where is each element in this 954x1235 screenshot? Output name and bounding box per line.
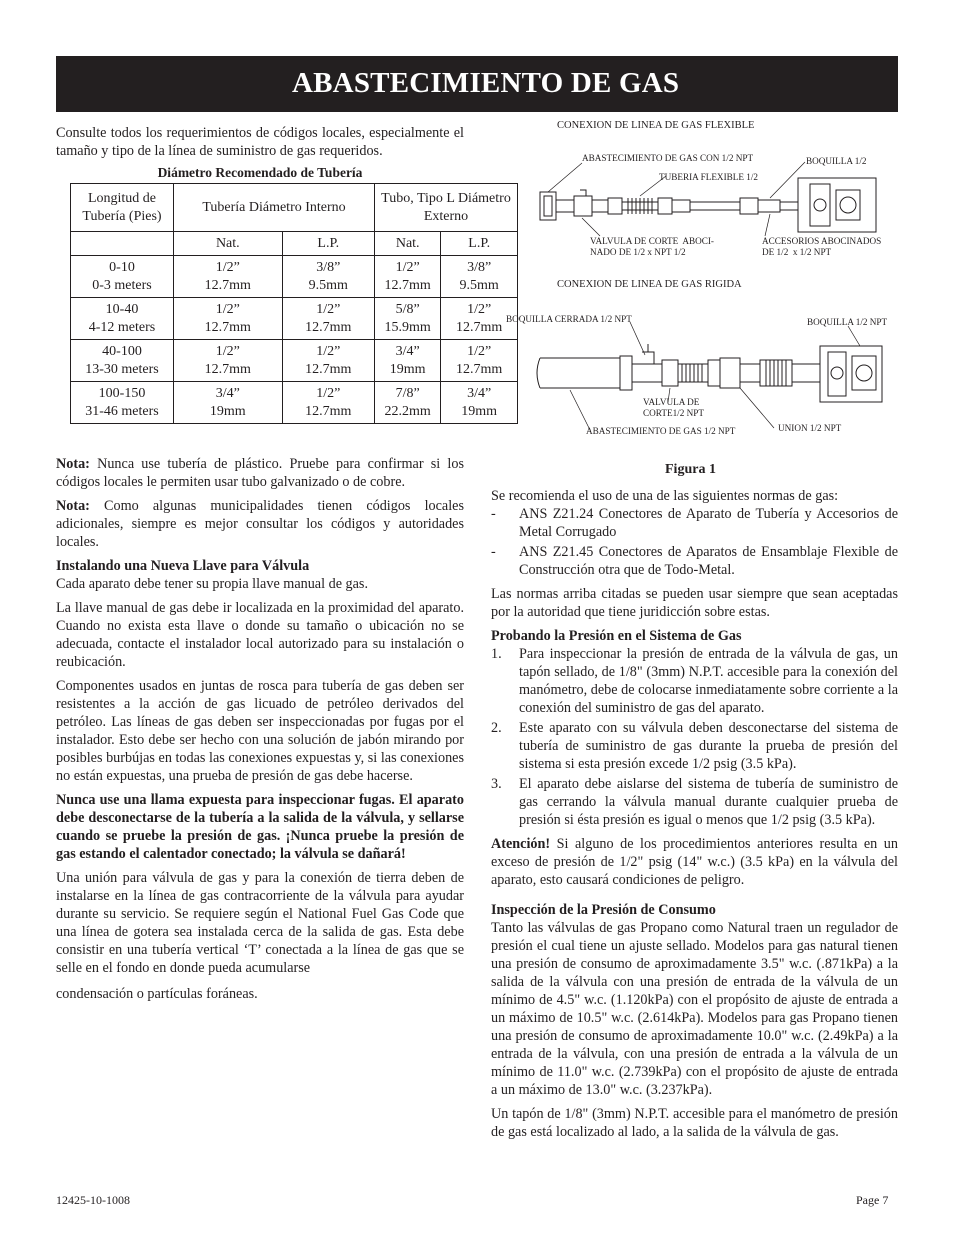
diameter-cell: 1/2” 12.7mm: [174, 298, 283, 340]
rigid-boquilla-label: BOQUILLA 1/2 NPT: [807, 317, 888, 327]
warning-text: Nunca use una llama expuesta para inspeccionar fugas. El aparato debe desconectarse de la tubería a la salida de la válvula, y sellarse cuando se pruebe la presión de gas. ¡Nunca pruebe la presión de gas estando el calentador conectado; la válvula se dañará!: [56, 792, 464, 862]
norms-text: Las normas arriba citadas se pueden usar siempre que sean aceptadas por la autoridad que tiene juridicción sobre estas.: [491, 586, 898, 620]
rigid-connection-drawing: [537, 344, 882, 402]
diameter-cell: 7/8” 22.2mm: [375, 382, 441, 424]
table-row: [71, 382, 518, 424]
flex-fittings-label: ACCESORIOS ABOCINADOS DE 1/2 x 1/2 NPT: [762, 236, 882, 257]
test-heading: Probando la Presión en el Sistema de Gas: [491, 628, 742, 644]
intro-text: Consulte todos los requerimientos de códigos locales, especialmente el tamaño y tipo de la línea de suministro de gas requeridos.: [56, 125, 464, 159]
diameter-cell: 1/2” 12.7mm: [282, 340, 374, 382]
table-row: [71, 256, 518, 298]
diameter-cell: 3/4” 19mm: [375, 340, 441, 382]
diameter-cell: 1/2” 12.7mm: [282, 298, 374, 340]
list-item: 3. El aparato debe aislarse del sistema de tubería de suministro de gas cerrando la válvula manual durante cualquier prueba de presión si ésta presión es igual o menos que 1/2 psig (3.5 kPa).: [491, 776, 898, 828]
table-row: [71, 340, 518, 382]
table-row: [71, 298, 518, 340]
diameter-cell: 1/2” 12.7mm: [441, 340, 518, 382]
list-item: 2. Este aparato con su válvula deben desconectarse del sistema de tubería de suministro de gas durante la prueba de presión del sistema si esta presión excede 1/2 psig (3.5 kPa).: [491, 720, 898, 772]
flex-boquilla-label: BOQUILLA 1/2: [806, 156, 867, 166]
rigid-union-label: UNION 1/2 NPT: [778, 423, 842, 433]
length-cell: 40-100 13-30 meters: [71, 340, 174, 382]
list-item: - ANS Z21.45 Conectores de Aparatos de Ensamblaje Flexible de Construcción otra que de Todo-Metal.: [491, 544, 898, 578]
union-text: Una unión para válvula de gas y para la conexión de tierra deben de instalarse en la línea de gas contracorriente de la válvula para ayudar durante su servicio. Se requiere según el National Fuel Gas Code que una línea de gotera sea instalada cerca de la salida de gas. Esta debe consistir en una tubería vertical ‘T’ conectada a la línea de gas que se selle en el fondo en donde pueda acumularse: [56, 870, 464, 976]
manual-valve-text: La llave manual de gas debe ir localizada en la proximidad del aparato. Cuando no exista esta llave o donde su tamaño o ubicación no se adecuada, contacte el instalador local autorizado para su instalación o reubicación.: [56, 600, 464, 670]
sub-header: L.P.: [282, 232, 374, 256]
header-length: Longitud de Tubería (Pies): [71, 184, 174, 232]
diameter-cell: 3/8” 9.5mm: [441, 256, 518, 298]
rigid-closed-label: BOQUILLA CERRADA 1/2 NPT: [506, 314, 632, 324]
left-body: [56, 455, 464, 1009]
rigid-leader-lines: [570, 322, 860, 430]
length-cell: 100-150 31-46 meters: [71, 382, 174, 424]
flex-valve-label: VALVULA DE CORTE ABOCI- NADO DE 1/2 x NPT 1/2: [590, 236, 714, 257]
diameter-cell: 1/2” 12.7mm: [174, 256, 283, 298]
diameter-cell: 3/8” 9.5mm: [282, 256, 374, 298]
right-body: [491, 487, 898, 1147]
components-text: Componentes usados en juntas de rosca para tubería de gas deben ser resistentes a la acción de gas licuado de petróleo derivados del petróleo. Las líneas de gas deben ser inspeccionadas por fugas por el instalador. Esto debe ser hecho con una solución de jabón mirando por posibles burbújas en todas las conexiones expuestas y, si las conexiones no están expuestas, una prueba de presión de gas debe hacerse.: [56, 678, 464, 784]
table-caption: Diámetro Recomendado de Tubería: [157, 165, 363, 180]
inspect-heading: Inspección de la Presión de Consumo: [491, 902, 716, 918]
diameter-cell: 5/8” 15.9mm: [375, 298, 441, 340]
nota-2: Nota: Como algunas municipalidades tienen códigos locales adicionales, siempre es mejor consultar los códigos y autoridades locales.: [56, 498, 464, 550]
nota-1: Nota: Nunca use tubería de plástico. Pruebe para confirmar si los códigos locales le permiten usar tubo galvanizado o de cobre.: [56, 456, 464, 490]
list-item: - ANS Z21.24 Conectores de Aparato de Tubería y Accesorios de Metal Corrugado: [491, 506, 898, 540]
flex-supply-label: ABASTECIMIENTO DE GAS CON 1/2 NPT: [582, 153, 754, 163]
sub-header: Nat.: [174, 232, 283, 256]
gas-connection-diagram: [530, 140, 900, 440]
length-cell: 0-10 0-3 meters: [71, 256, 174, 298]
flex-connection-drawing: [540, 178, 876, 232]
sub-header: Nat.: [375, 232, 441, 256]
flex-tube-label: TUBERIA FLEXIBLE 1/2: [659, 172, 759, 182]
diameter-cell: 1/2” 12.7mm: [282, 382, 374, 424]
title-bar: [56, 56, 898, 112]
length-cell: 10-40 4-12 meters: [71, 298, 174, 340]
figure-caption: Figura 1: [665, 462, 716, 477]
valve-heading: Instalando una Nueva Llave para Válvula: [56, 558, 310, 574]
header-tube: Tubo, Tipo L Diámetro Externo: [375, 184, 518, 232]
rigid-title: CONEXION DE LINEA DE GAS RIGIDA: [557, 279, 742, 290]
attention-text: Atención! Si alguno de los procedimientos anteriores resulta en un exceso de presión de 1/2" psig (14" w.c.) (3.5 kPa) en la válvula del aparato, esto causará condiciones de peligro.: [491, 836, 898, 888]
sub-header: L.P.: [441, 232, 518, 256]
tap-text: Un tapón de 1/8" (3mm) N.P.T. accesible para el manómetro de presión de gas está localizado al lado, a la salida de la válvula de gas.: [491, 1106, 898, 1140]
flex-title: CONEXION DE LINEA DE GAS FLEXIBLE: [557, 120, 755, 131]
norms-intro: Se recomienda el uso de una de las siguientes normas de gas:: [491, 488, 839, 504]
diameter-cell: 1/2” 12.7mm: [174, 340, 283, 382]
norms-list: [491, 505, 898, 579]
diameter-cell: 1/2” 12.7mm: [441, 298, 518, 340]
list-item: 1. Para inspeccionar la presión de entrada de la válvula de gas, un tapón sellado, de 1/8" (3mm) N.P.T. accesible para la conexión del manómetro, debe de colocarse inmediatamente sobre corriente a la conexión del suministro de gas del aparato.: [491, 646, 898, 716]
diameter-cell: 1/2” 12.7mm: [375, 256, 441, 298]
inspect-text: Tanto las válvulas de gas Propano como Natural traen un regulador de presión el cual tiene un ajuste sellado. Modelos para gas natural tienen una presión de consumo de aproximadamente 3.5" w.c. (.871kPa) a la salida de la válvula con una presión de entrada de la válvula de un mínimo de 4.5" w.c. (1.120kPa) con el propósito de ajuste de entrada a un máximo de 10.5" w.c. (2.614kPa). Modelos para gas Propano tienen una presión de consumo de aproximadamente 10.0" w.c. (2.49kPa) a la entrada de la válvula, con una presión de entrada a la válvula de un mínimo de 11.0" w.c. (2.739kPa) con el propósito de ajuste de entrada a un máximo de 13.0" w.c. (3.237kPa).: [491, 920, 898, 1098]
diameter-cell: 3/4” 19mm: [174, 382, 283, 424]
union-text-2: condensación o partículas foráneas.: [56, 986, 258, 1002]
flex-leader-lines: [548, 162, 805, 236]
test-steps: [491, 645, 898, 829]
diameter-cell: 3/4” 19mm: [441, 382, 518, 424]
doc-number: 12425-10-1008: [56, 1193, 130, 1207]
page-number: Page 7: [856, 1193, 889, 1207]
header-pipe: Tubería Diámetro Interno: [174, 184, 375, 232]
pipe-diameter-table: [70, 183, 518, 424]
rigid-valve-label: VALVULA DE CORTE1/2 NPT: [643, 397, 704, 418]
page-title: ABASTECIMIENTO DE GAS: [292, 67, 680, 99]
rigid-supply-label: ABASTECIMIENTO DE GAS 1/2 NPT: [586, 426, 736, 436]
valve-text: Cada aparato debe tener su propia llave manual de gas.: [56, 576, 368, 592]
